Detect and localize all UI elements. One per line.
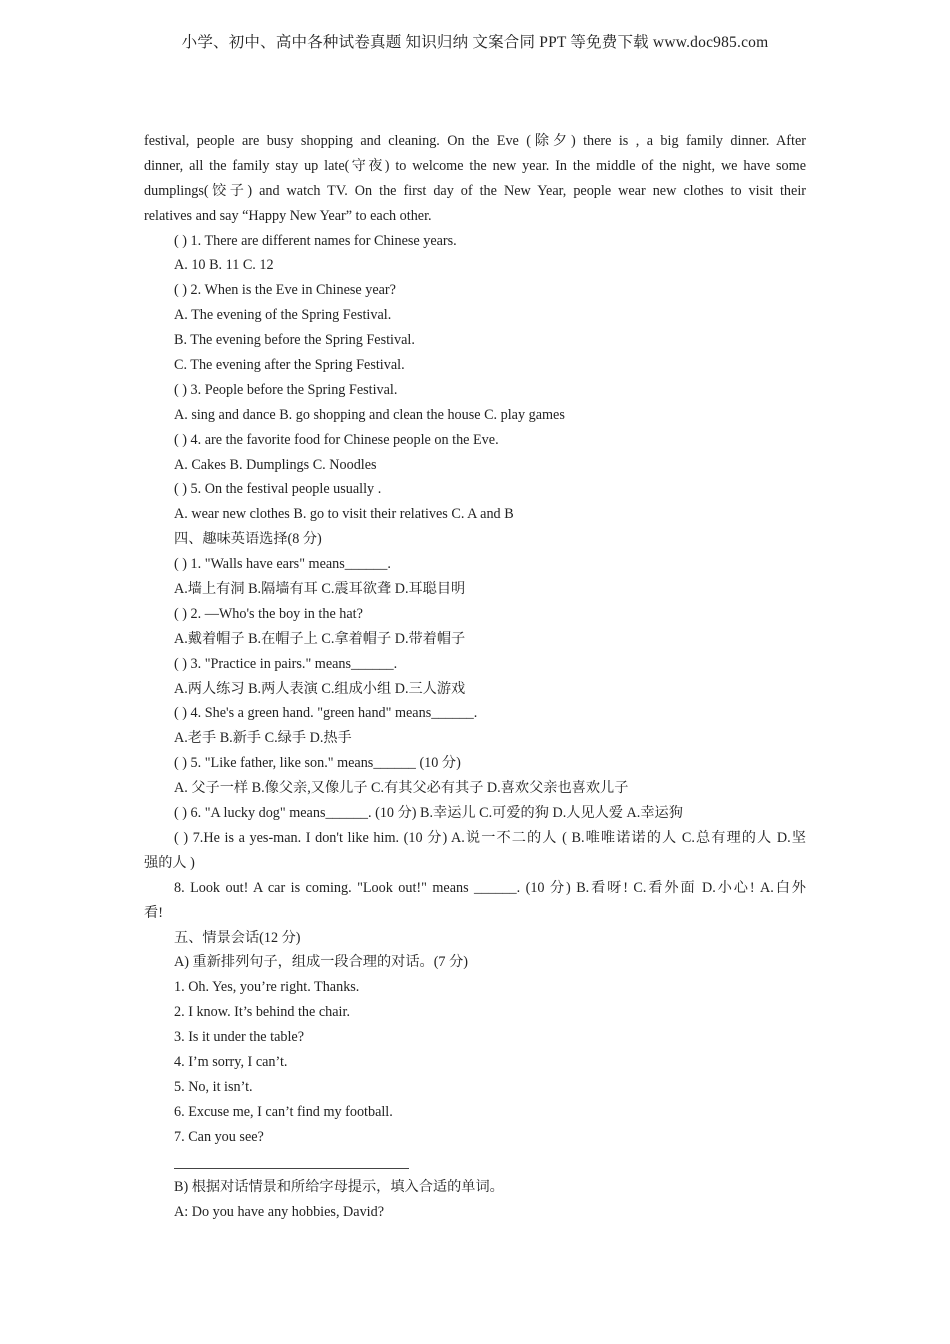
dialog-sentence: 5. No, it isn’t. (174, 1078, 253, 1095)
section-title: 四、趣味英语选择(8 分) (174, 531, 322, 548)
reading-option: C. The evening after the Spring Festival. (174, 357, 405, 374)
reading-options: A. wear new clothes B. go to visit their relatives C. A and B (174, 506, 514, 523)
part-a-instruction: A) 重新排列句子，组成一段合理的对话。(7 分) (174, 954, 468, 971)
quiz-question-cont: 强的人 ) (144, 854, 195, 871)
dialog-sentence: 2. I know. It’s behind the chair. (174, 1004, 350, 1021)
reading-options: A. 10 B. 11 C. 12 (174, 257, 274, 274)
quiz-question: ( ) 6. "A lucky dog" means______. (10 分) B.幸运儿 C.可爱的狗 D.人见人爱 A.幸运狗 (174, 805, 683, 822)
passage-line: dumplings(饺子) and watch TV. On the first day of the New Year, people wear new clothes to visit their (144, 182, 806, 199)
dialog-sentence: 1. Oh. Yes, you’re right. Thanks. (174, 979, 360, 996)
quiz-question: ( ) 5. "Like father, like son." means______ (10 分) (174, 755, 461, 772)
quiz-question: ( ) 2. —Who's the boy in the hat? (174, 605, 363, 622)
quiz-question: 8. Look out! A car is coming. "Look out!" means ______. (10 分) B.看呀! C.看外面 D.小心! A.白外 (174, 879, 806, 896)
passage-line: relatives and say “Happy New Year” to each other. (144, 207, 432, 224)
dialog-sentence: 6. Excuse me, I can’t find my football. (174, 1103, 393, 1120)
reading-question: ( ) 2. When is the Eve in Chinese year? (174, 282, 396, 299)
quiz-options: A.戴着帽子 B.在帽子上 C.拿着帽子 D.带着帽子 (174, 630, 466, 647)
dialog-sentence: 4. I’m sorry, I can’t. (174, 1053, 288, 1070)
quiz-question: ( ) 4. She's a green hand. "green hand" means______. (174, 705, 478, 722)
passage-line: festival, people are busy shopping and cleaning. On the Eve (除夕) there is , a big family dinner. After (144, 133, 806, 149)
answer-blank-line (174, 1150, 409, 1169)
quiz-question-cont: 看! (144, 904, 163, 921)
reading-question: ( ) 3. People before the Spring Festival. (174, 381, 398, 398)
reading-options: A. Cakes B. Dumplings C. Noodles (174, 456, 377, 473)
page-header: 小学、初中、高中各种试卷真题 知识归纳 文案合同 PPT 等免费下载 www.doc985.com (181, 34, 769, 51)
section-title: 五、情景会话(12 分) (174, 929, 301, 946)
dialog-sentence: 3. Is it under the table? (174, 1029, 305, 1046)
reading-option: A. The evening of the Spring Festival. (174, 307, 392, 324)
reading-question: ( ) 1. There are different names for Chinese years. (174, 232, 457, 249)
quiz-question: ( ) 7.He is a yes-man. I don't like him. (10 分) A.说一不二的人 ( B.唯唯诺诺的人 C.总有理的人 D.坚 (174, 829, 806, 846)
reading-question: ( ) 5. On the festival people usually . (174, 481, 382, 498)
document-body (144, 129, 806, 1225)
reading-options: A. sing and dance B. go shopping and clean the house C. play games (174, 406, 565, 423)
passage-line: dinner, all the family stay up late(守夜) to welcome the new year. In the middle of the night, we have some (144, 157, 806, 174)
dialog-line: A: Do you have any hobbies, David? (174, 1204, 385, 1221)
part-b-instruction: B) 根据对话情景和所给字母提示，填入合适的单词。 (174, 1179, 504, 1196)
dialog-sentence: 7. Can you see? (174, 1128, 264, 1145)
quiz-question: ( ) 3. "Practice in pairs." means______. (174, 655, 398, 672)
quiz-options: A. 父子一样 B.像父亲,又像儿子 C.有其父必有其子 D.喜欢父亲也喜欢儿子 (174, 780, 629, 797)
reading-question: ( ) 4. are the favorite food for Chinese people on the Eve. (174, 431, 499, 448)
quiz-options: A.墙上有洞 B.隔墙有耳 C.震耳欲聋 D.耳聪目明 (174, 581, 466, 598)
reading-option: B. The evening before the Spring Festival. (174, 332, 415, 349)
quiz-options: A.老手 B.新手 C.绿手 D.热手 (174, 730, 352, 747)
quiz-options: A.两人练习 B.两人表演 C.组成小组 D.三人游戏 (174, 680, 466, 697)
quiz-question: ( ) 1. "Walls have ears" means______. (174, 556, 391, 573)
